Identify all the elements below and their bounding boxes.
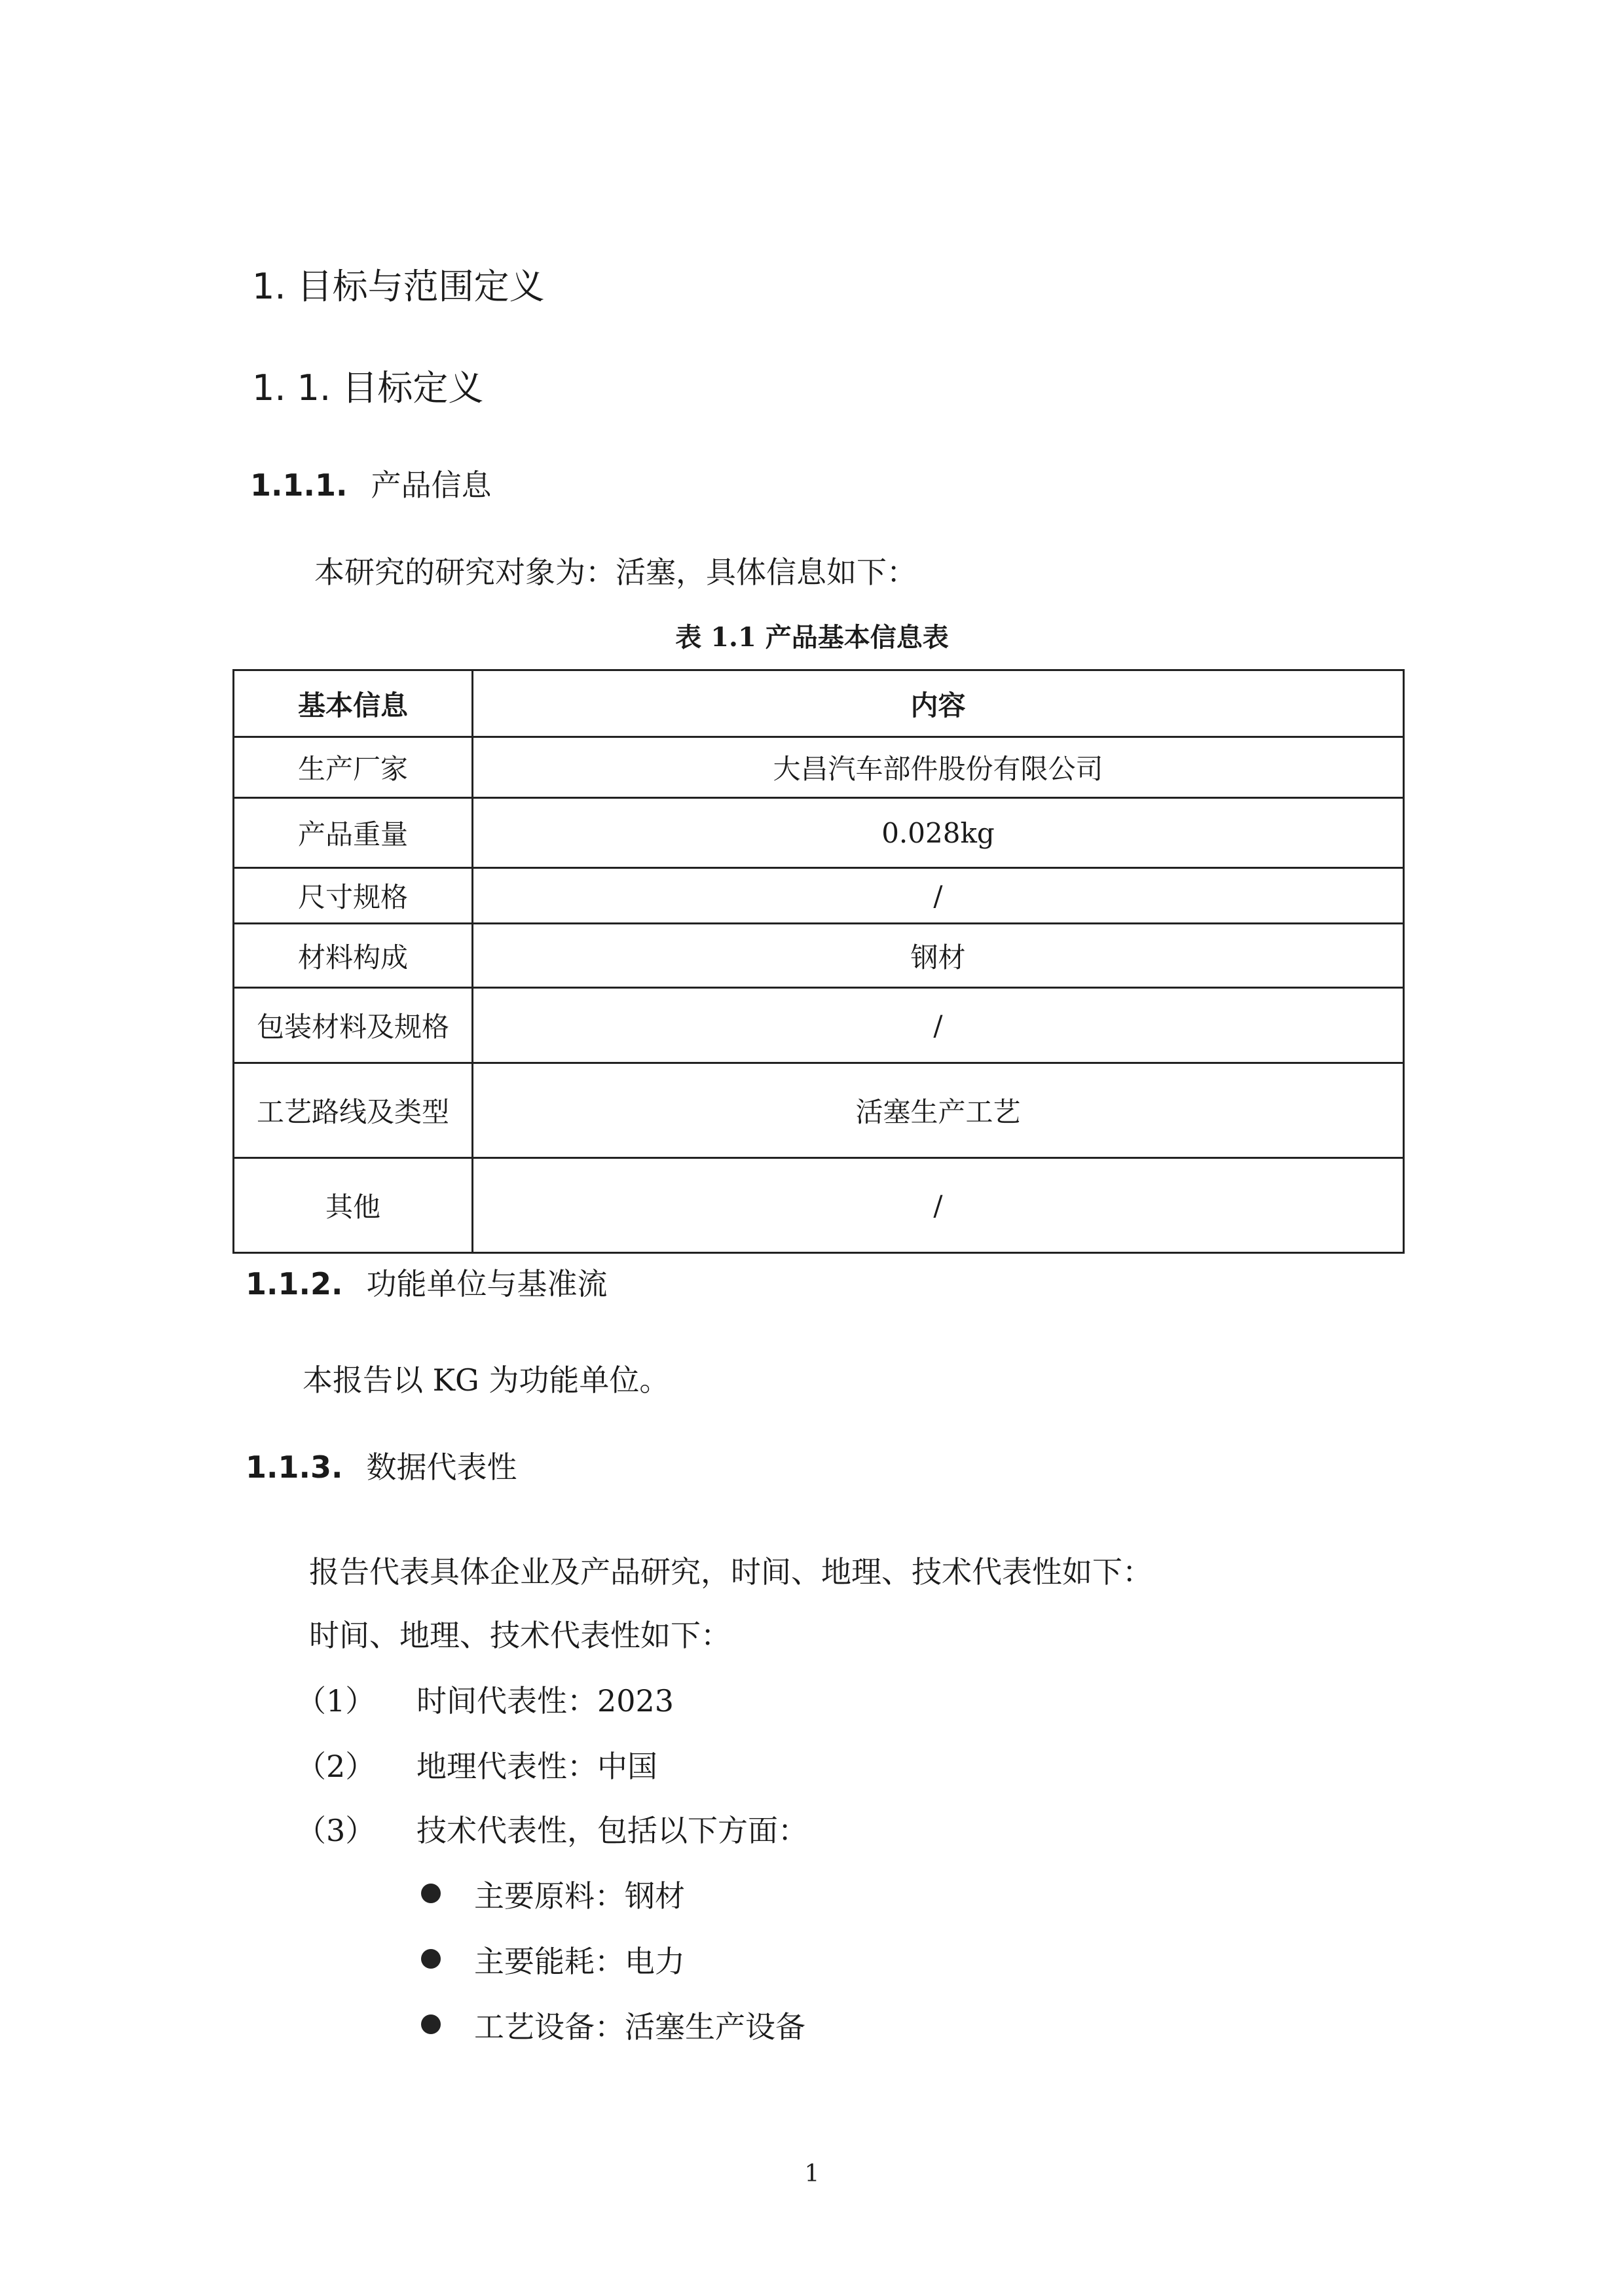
table-cell-value: / (473, 1158, 1404, 1253)
numbered-item-number: （1） (296, 1683, 376, 1719)
section-heading-functional-unit (246, 1260, 607, 1303)
table-cell-value: 活塞生产工艺 (473, 1063, 1404, 1158)
functional-unit-paragraph: 本报告以 KG 为功能单位。 (303, 1362, 670, 1398)
bullet-icon (421, 1884, 441, 1903)
table-cell-label: 产品重量 (234, 798, 473, 868)
numbered-item-text: 时间代表性：2023 (416, 1683, 674, 1719)
section-number: 1.1.3. (246, 1449, 343, 1485)
table-cell-label: 尺寸规格 (234, 868, 473, 924)
section-title: 产品信息 (371, 467, 492, 503)
intro-paragraph: 本研究的研究对象为：活塞，具体信息如下： (314, 555, 917, 590)
bullet-icon (421, 1949, 441, 1969)
representativeness-intro-2: 时间、地理、技术代表性如下： (309, 1618, 731, 1653)
bullet-icon (421, 2014, 441, 2034)
bullet-item-text: 主要能耗：电力 (474, 1944, 685, 1979)
table-caption: 表 1.1 产品基本信息表 (675, 622, 949, 653)
page-number: 1 (804, 2160, 820, 2187)
numbered-item-text: 地理代表性：中国 (416, 1749, 657, 1784)
product-info-table (232, 669, 1405, 1254)
section-heading-product-info (250, 462, 491, 505)
table-row (234, 1063, 1404, 1158)
bullet-item-text: 工艺设备：活塞生产设备 (474, 2009, 805, 2045)
numbered-item-number: （3） (296, 1813, 376, 1848)
section-number: 1.1.2. (246, 1266, 343, 1302)
table-cell-value: / (473, 988, 1404, 1063)
table-header-cell: 内容 (473, 670, 1404, 737)
table-header-row (234, 670, 1404, 737)
table-row (234, 988, 1404, 1063)
table-cell-label: 工艺路线及类型 (234, 1063, 473, 1158)
table-cell-label: 其他 (234, 1158, 473, 1253)
representativeness-intro-1: 报告代表具体企业及产品研究，时间、地理、技术代表性如下： (309, 1554, 1153, 1590)
heading-2: 1. 1. 目标定义 (252, 367, 484, 409)
table-cell-label: 包装材料及规格 (234, 988, 473, 1063)
heading-1: 1. 目标与范围定义 (252, 266, 545, 307)
numbered-item-text: 技术代表性，包括以下方面： (416, 1813, 808, 1848)
table-row (234, 798, 1404, 868)
numbered-item-number: （2） (296, 1749, 376, 1784)
table-row (234, 868, 1404, 924)
section-number: 1.1.1. (250, 467, 348, 503)
table-header-cell: 基本信息 (234, 670, 473, 737)
section-title: 功能单位与基准流 (366, 1266, 608, 1302)
table-row (234, 1158, 1404, 1253)
section-title: 数据代表性 (366, 1449, 517, 1485)
table-row (234, 924, 1404, 988)
bullet-item-text: 主要原料：钢材 (474, 1878, 685, 1914)
table-row (234, 737, 1404, 798)
section-heading-data-representativeness (246, 1444, 517, 1487)
table-cell-value: 大昌汽车部件股份有限公司 (473, 737, 1404, 798)
table-cell-label: 材料构成 (234, 924, 473, 988)
table-cell-value: 钢材 (473, 924, 1404, 988)
table-cell-label: 生产厂家 (234, 737, 473, 798)
table-cell-value: 0.028kg (473, 798, 1404, 868)
table-cell-value: / (473, 868, 1404, 924)
